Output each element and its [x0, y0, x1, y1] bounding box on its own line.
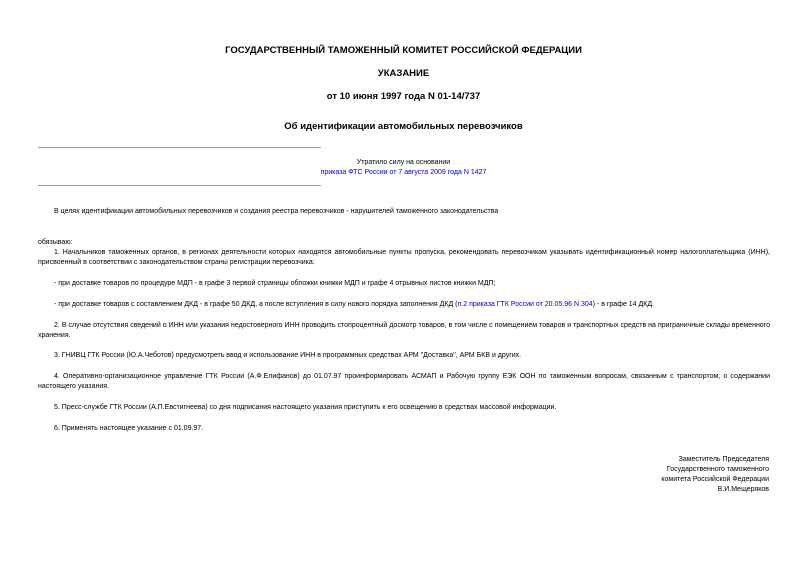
signature-organization-cont: комитета Российской Федерации: [661, 476, 769, 483]
paragraph-1: 1. Начальников таможенных органов, в регионах деятельности которых находятся автомобильные пункты пропуска, рекомендовать перевозчикам указывать идентификационный номер налогоплательщика (ИНН), присвоенный в соответствии с законодательством страны регистрации перевозчика:: [38, 249, 770, 266]
intro-paragraph: В целях идентификации автомобильных перевозчиков и создания реестра перевозчиков - нарушителей таможенного законодательства: [54, 208, 499, 215]
signature-position: Заместитель Председателя: [678, 456, 769, 463]
signature-block: [569, 455, 769, 495]
order-304-link[interactable]: п.2 приказа ГТК России от 20.05.96 N 304: [457, 301, 593, 308]
signature-organization: Государственного таможенного: [666, 466, 769, 473]
status-note-line: [0, 168, 807, 178]
signature-name: В.И.Мещеряков: [717, 486, 769, 493]
issuing-authority: ГОСУДАРСТВЕННЫЙ ТАМОЖЕННЫЙ КОМИТЕТ РОССИЙСКОЙ ФЕДЕРАЦИИ: [225, 45, 582, 56]
paragraph-1-dkd-text-end: ) - в графе 14 ДКД.: [592, 301, 655, 308]
paragraph-6: 6. Применять настоящее указание с 01.09.97.: [54, 425, 204, 432]
divider-top: [38, 147, 321, 148]
document-date-number: от 10 июня 1997 года N 01-14/737: [326, 91, 481, 102]
paragraph-2: 2. В случае отсутствия сведений о ИНН или указания недостоверного ИНН проводить стопроцентный досмотр товаров, в том числе с помещением товаров и транспортных средств на приграничные склады временного хранения.: [38, 322, 770, 339]
paragraph-1-dkd-text-start: - при доставке товаров с составлением ДКД - в графе 50 ДКД, а после вступления в силу нового порядка заполнения ДКД (: [54, 301, 458, 308]
paragraph-1-dkd: [38, 300, 770, 310]
obligate-text: обязываю:: [38, 239, 73, 246]
document-type: УКАЗАНИЕ: [377, 68, 430, 79]
paragraph-5: 5. Пресс-службе ГТК России (А.П.Евстигнеева) со дня подписания настоящего указания приступить к его освещению в средствах массовой информации.: [54, 404, 557, 411]
paragraph-1-tir: - при доставке товаров по процедуре МДП - в графе 3 первой страницы обложки книжки МДП и графе 4 отрывных листов книжки МДП;: [54, 280, 496, 287]
document-title: Об идентификации автомобильных перевозчиков: [284, 121, 523, 132]
paragraph-4: 4. Оперативно-организационное управление ГТК России (А.Ф.Елифанов) до 01.07.97 проинформировать АСМАП и Рабочую группу ЕЭК ООН по таможенным вопросам, связанным с транспортом, о содержании настоящего указания.: [38, 373, 770, 390]
repeal-order-link[interactable]: приказа ФТС России от 7 августа 2009 года N 1427: [320, 169, 487, 176]
divider-bottom: [38, 185, 321, 186]
paragraph-3: 3. ГНИВЦ ГТК России (Ю.А.Чеботов) предусмотреть ввод и использование ИНН в программных средствах АРМ "Доставка", АРМ БКВ и других.: [54, 352, 522, 359]
status-note-text: Утратило силу на основании: [356, 159, 451, 166]
